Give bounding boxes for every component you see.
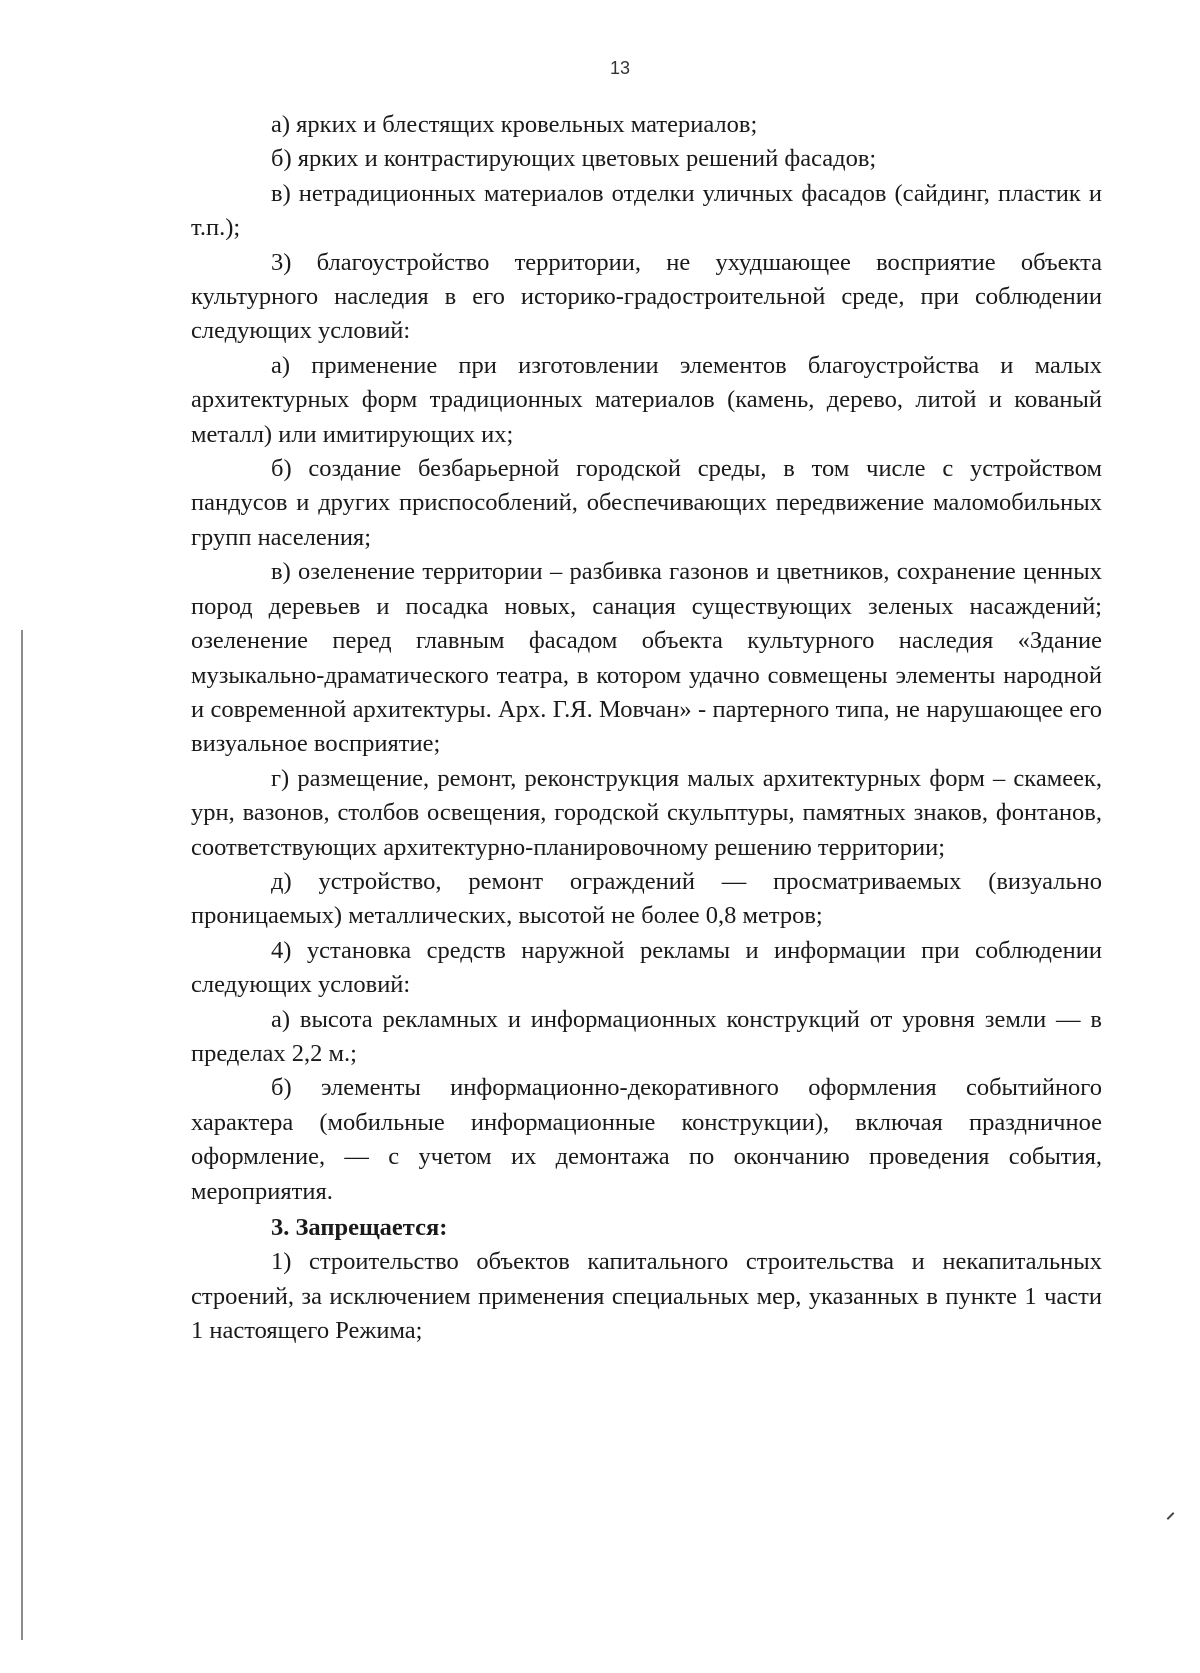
- paragraph: г) размещение, ремонт, реконструкция малых архитектурных форм – скамеек, урн, вазонов, столбов освещения, городской скульптуры, памятных знаков, фонтанов, соответствующих архитектурно-планировочному решению территории;: [191, 764, 1102, 861]
- document-body: [191, 108, 1102, 1349]
- paragraph: а) ярких и блестящих кровельных материалов;: [271, 111, 758, 138]
- paragraph: 1) строительство объектов капитального строительства и некапитальных строений, за исключением применения специальных мер, указанных в пункте 1 части 1 настоящего Режима;: [191, 1248, 1102, 1345]
- paragraph: б) ярких и контрастирующих цветовых решений фасадов;: [271, 145, 877, 173]
- paragraph: б) создание безбарьерной городской среды, в том числе с устройством пандусов и других приспособлений, обеспечивающих передвижение маломобильных групп населения;: [191, 455, 1102, 551]
- page-number: 13: [609, 58, 631, 78]
- margin-line: [21, 630, 23, 1640]
- paragraph: д) устройство, ремонт ограждений — просматриваемых (визуально проницаемых) металлических, высотой не более 0,8 метров;: [191, 867, 1102, 930]
- paragraph: в) озеленение территории – разбивка газонов и цветников, сохранение ценных пород деревьев и посадка новых, санация существующих зеленых насаждений; озеленение перед главным фасадом объекта культурного наследия «Здание музыкально-драматического театра, в котором удачно совмещены элементы народной и современной архитектуры. Арх. Г.Я. Мовчан» - партерного типа, не нарушающее его визуальное восприятие;: [191, 558, 1102, 758]
- paragraph: 3) благоустройство территории, не ухудшающее восприятие объекта культурного наследия в его историко-градостроительной среде, при соблюдении следующих условий:: [191, 248, 1102, 345]
- paragraph: 4) установка средств наружной рекламы и информации при соблюдении следующих условий:: [191, 936, 1102, 999]
- paragraph: в) нетрадиционных материалов отделки уличных фасадов (сайдинг, пластик и т.п.);: [191, 179, 1102, 242]
- scan-mark: [1167, 1512, 1175, 1520]
- paragraph: а) высота рекламных и информационных конструкций от уровня земли — в пределах 2,2 м.;: [191, 1005, 1102, 1067]
- paragraph: а) применение при изготовлении элементов благоустройства и малых архитектурных форм традиционных материалов (камень, дерево, литой и кованый металл) или имитирующих их;: [191, 351, 1102, 448]
- paragraph: б) элементы информационно-декоративного оформления событийного характера (мобильные информационные конструкции), включая праздничное оформление, — с учетом их демонтажа по окончанию проведения события, мероприятия.: [191, 1074, 1102, 1205]
- section-heading: 3. Запрещается:: [271, 1214, 448, 1241]
